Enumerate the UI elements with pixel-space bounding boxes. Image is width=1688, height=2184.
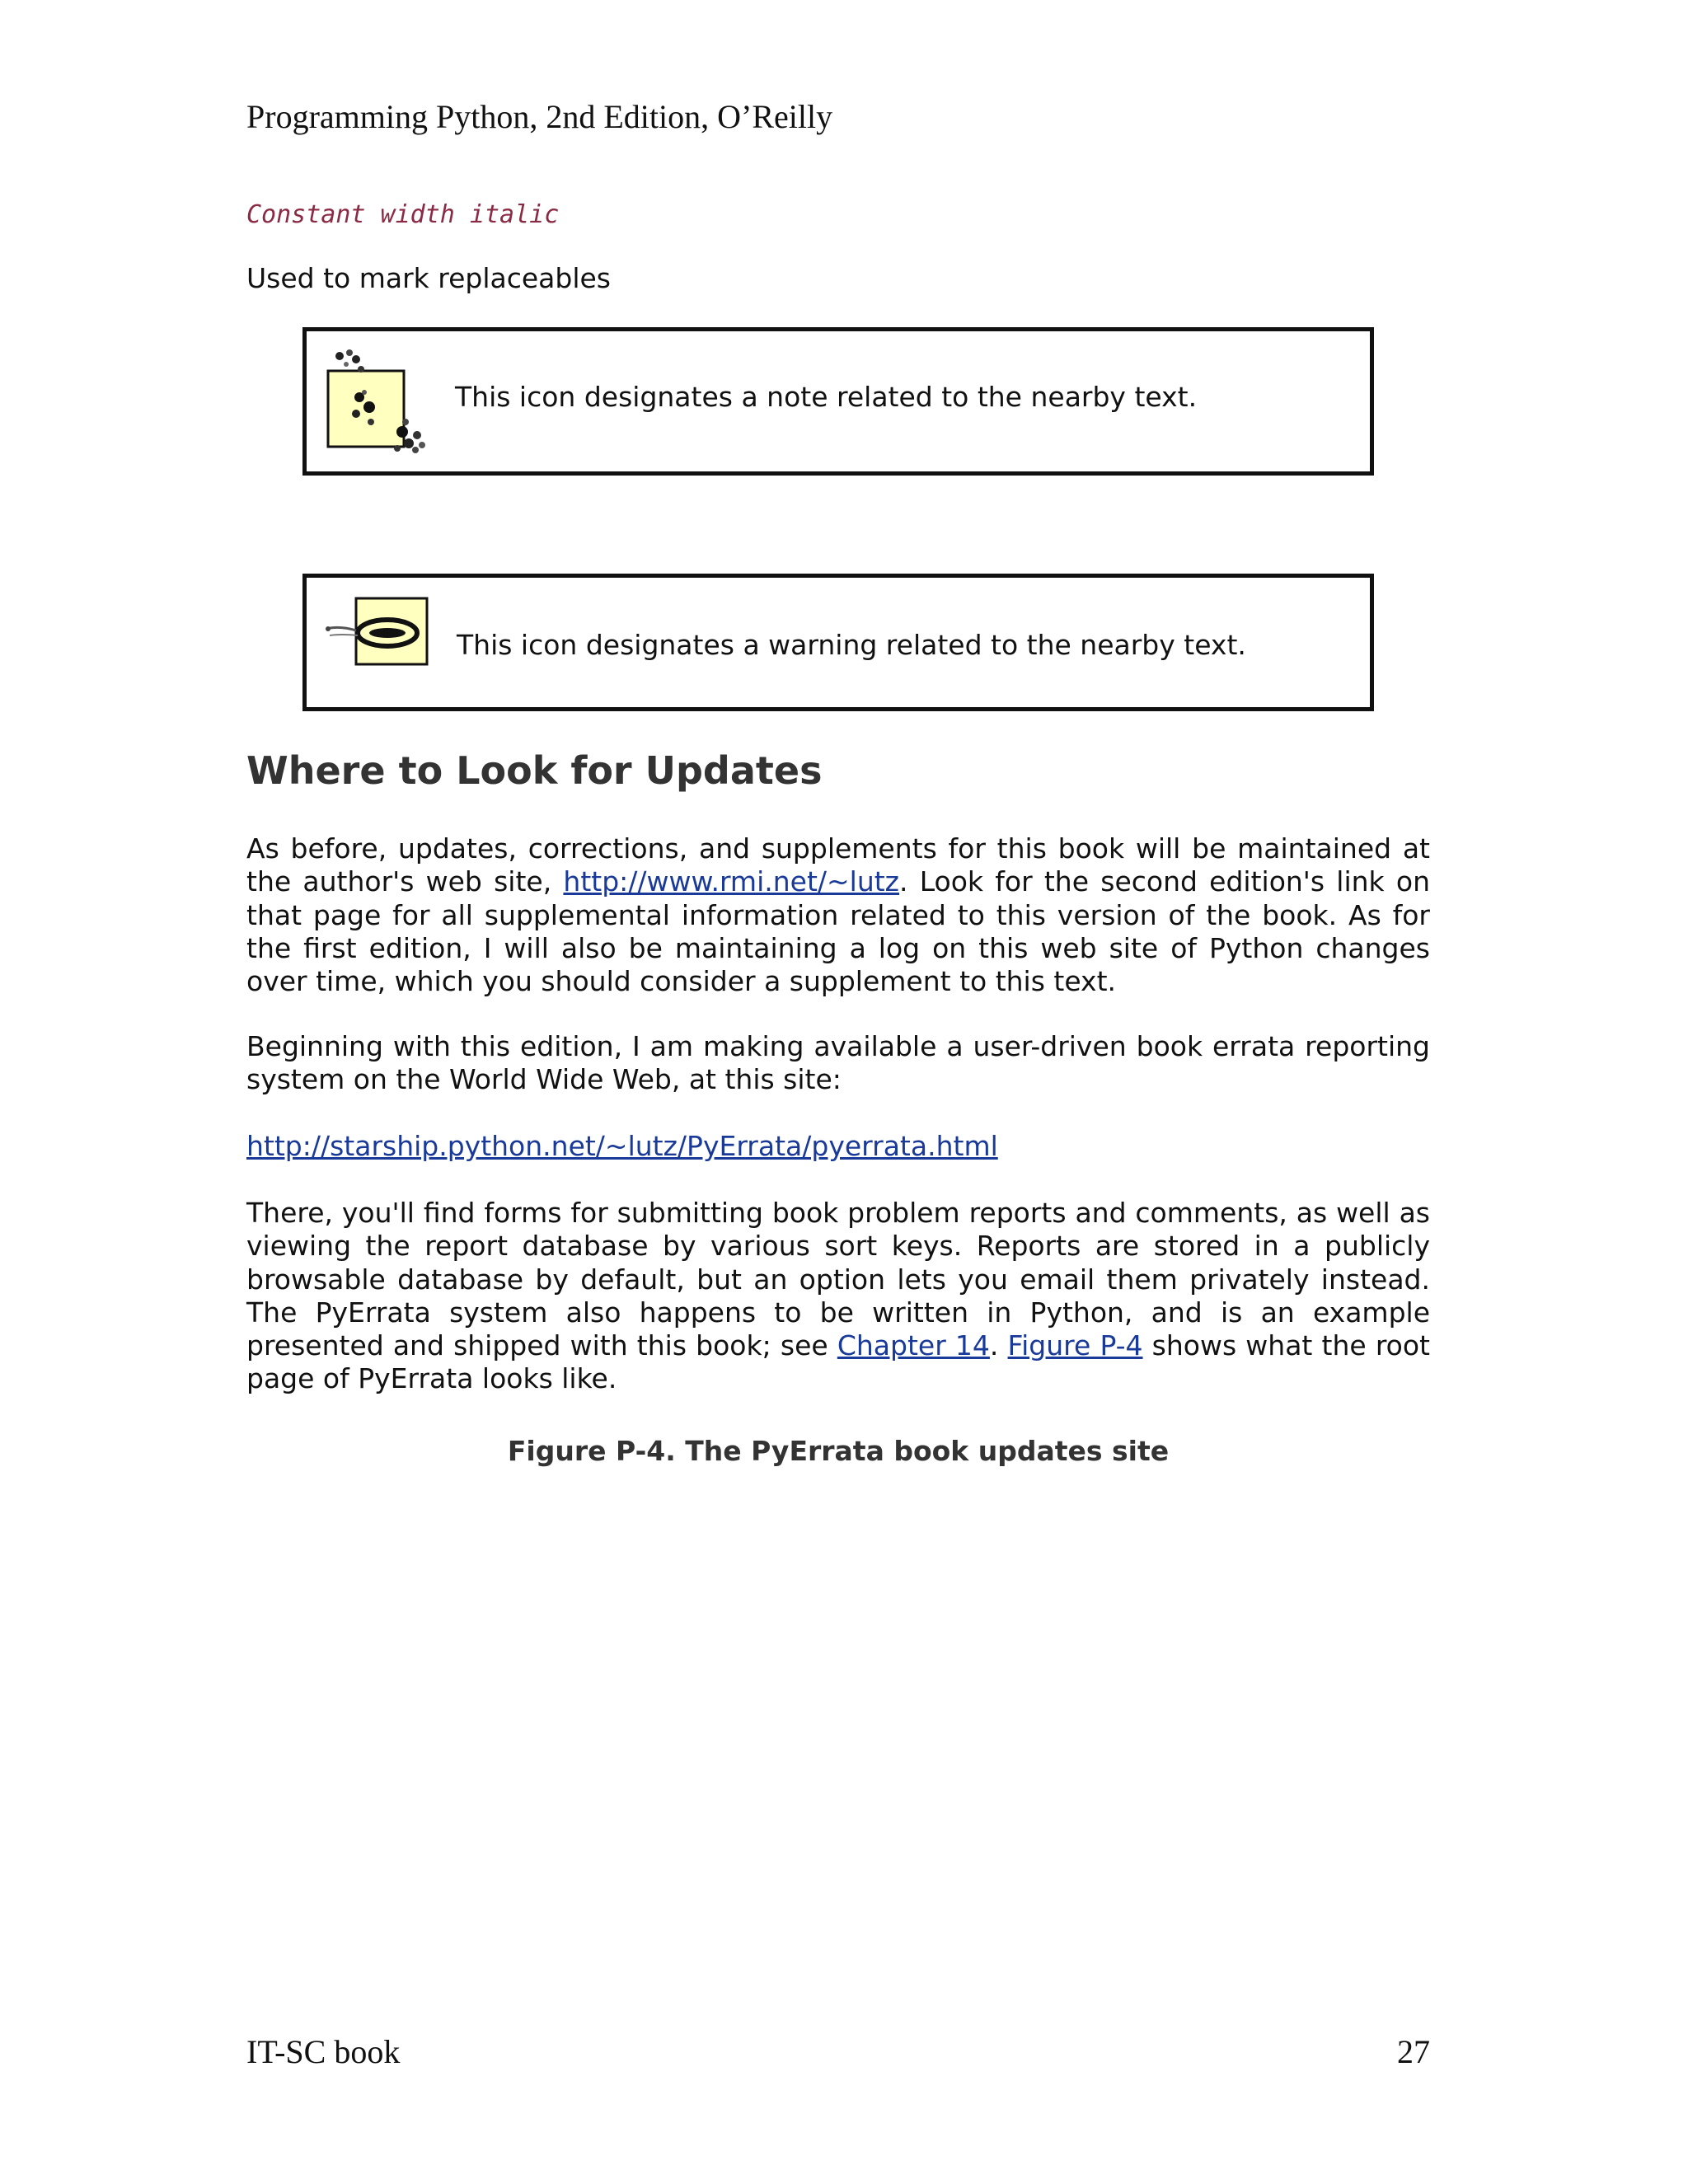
paragraph-pyerrata	[246, 1197, 1430, 1396]
figure-p4-link[interactable]: Figure P-4	[1007, 1329, 1143, 1362]
author-site-link[interactable]: http://www.rmi.net/~lutz	[563, 865, 900, 898]
paragraph-text: As before, updates, corrections, and supplements for this book will be maintained at the author's web site,	[246, 832, 1430, 898]
running-header: Programming Python, 2nd Edition, O’Reilly	[246, 98, 833, 135]
paragraph-errata-url	[246, 1130, 1430, 1163]
paragraph-text: shows what the root page of PyErrata looks like.	[246, 1329, 1430, 1395]
pyerrata-link[interactable]: http://starship.python.net/~lutz/PyErrata/pyerrata.html	[246, 1130, 998, 1162]
note-callout	[302, 327, 1374, 476]
chapter-14-link[interactable]: Chapter 14	[837, 1329, 990, 1362]
page-number: 27	[1397, 2033, 1430, 2070]
paragraph-text: There, you'll find forms for submitting book problem reports and comments, as well as viewing the report database by various sort keys. Reports are stored in a publicly browsable database by default, but an option lets you email them privately instead. The PyErrata system also happens to be written in Python, and is an example presented and shipped with this book; see	[246, 1197, 1430, 1362]
note-text: This icon designates a note related to the nearby text.	[455, 381, 1198, 413]
footer-source: IT-SC book	[246, 2033, 401, 2070]
paragraph-text: . Look for the second edition's link on that page for all supplemental information related to this version of the book. As for the first edition, I will also be maintaining a log on this web site of Python changes over time, which you should consider a supplement to this text.	[246, 865, 1430, 998]
warning-callout	[302, 574, 1374, 711]
warning-icon	[323, 596, 430, 674]
section-heading: Where to Look for Updates	[246, 748, 823, 793]
figure-caption: Figure P-4. The PyErrata book updates site	[507, 1435, 1170, 1467]
paragraph-errata-intro: Beginning with this edition, I am making available a user-driven book errata reporting system on the World Wide Web, at this site:	[246, 1030, 1430, 1096]
warning-text: This icon designates a warning related to the nearby text.	[457, 629, 1246, 661]
paragraph-text: .	[989, 1329, 1008, 1362]
convention-term: Constant width italic	[246, 200, 560, 229]
paragraph-updates	[246, 832, 1430, 998]
convention-description: Used to mark replaceables	[246, 262, 612, 294]
note-icon	[323, 346, 430, 462]
